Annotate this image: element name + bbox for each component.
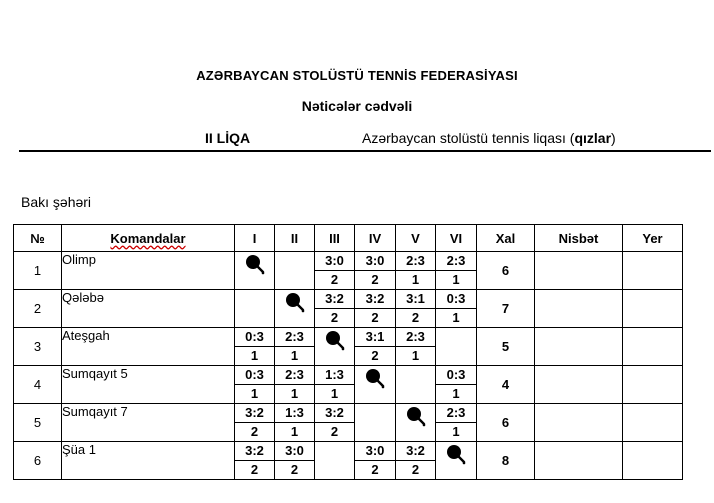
nisbet-cell: [535, 328, 623, 366]
team-name: Olimp: [62, 252, 235, 290]
match-points: 2: [371, 272, 379, 287]
match-score: 1:3: [275, 404, 314, 423]
match-result-cell: [436, 404, 477, 442]
team-name: Ateşgah: [62, 328, 235, 366]
row-number: 1: [14, 252, 62, 290]
federation-title: AZƏRBAYCAN STOLÜSTÜ TENNİS FEDERASİYASI: [196, 68, 518, 83]
self-match-cell: [275, 290, 315, 328]
match-score: 0:3: [235, 328, 274, 347]
page-subtitle: Nəticələr cədvəli: [301, 98, 413, 114]
match-points: 2: [250, 424, 259, 439]
col-yer-header: Yer: [623, 225, 683, 252]
col-iv-header: IV: [355, 225, 396, 252]
match-score: 2:3: [396, 252, 435, 271]
city-label: Bakı şəhəri: [21, 194, 92, 210]
table-row: [14, 442, 683, 480]
nisbet-cell: [535, 290, 623, 328]
col-v-header: V: [396, 225, 436, 252]
header-divider: [19, 150, 711, 152]
match-points: 1: [411, 272, 420, 287]
total-points: 5: [477, 328, 535, 366]
match-score: 2:3: [436, 252, 476, 271]
match-score: 2:3: [275, 366, 314, 385]
teams-header-label: Komandalar: [110, 230, 186, 246]
nisbet-cell: [535, 442, 623, 480]
table-row: [14, 328, 683, 366]
empty-result-cell: [275, 252, 315, 290]
match-result-cell: [396, 442, 436, 480]
match-score: 0:3: [436, 366, 476, 385]
match-score: 3:2: [235, 404, 274, 423]
match-score: 3:2: [235, 442, 274, 461]
total-points: 6: [477, 252, 535, 290]
match-result-cell: [235, 442, 275, 480]
league-name: II LİQA: [205, 130, 251, 146]
match-score: 0:3: [436, 290, 476, 309]
col-ii-header: II: [275, 225, 315, 252]
match-score: 2:3: [396, 328, 435, 347]
self-match-cell: [396, 404, 436, 442]
col-xal-header: Xal: [477, 225, 535, 252]
match-points: 2: [371, 310, 379, 325]
match-result-cell: [315, 404, 355, 442]
col-nisbet-header: Nisbət: [535, 225, 623, 252]
total-points: 7: [477, 290, 535, 328]
match-result-cell: [355, 328, 396, 366]
match-result-cell: [235, 366, 275, 404]
yer-cell: [623, 290, 683, 328]
empty-result-cell: [436, 328, 477, 366]
match-points: 2: [330, 272, 339, 287]
match-points: 1: [330, 386, 339, 401]
col-i-header: I: [235, 225, 275, 252]
match-result-cell: [235, 404, 275, 442]
match-points: 1: [250, 386, 259, 401]
nisbet-cell: [535, 366, 623, 404]
match-points: 1: [452, 386, 460, 401]
match-result-cell: [396, 290, 436, 328]
nisbet-cell: [535, 252, 623, 290]
self-match-cell: [315, 328, 355, 366]
match-score: 3:2: [315, 290, 354, 309]
match-score: 3:0: [275, 442, 314, 461]
league-description: Azərbaycan stolüstü tennis liqası (qızlar): [362, 130, 616, 146]
empty-result-cell: [355, 404, 396, 442]
row-number: 3: [14, 328, 62, 366]
match-score: 3:1: [355, 328, 395, 347]
match-points: 1: [290, 386, 299, 401]
yer-cell: [623, 442, 683, 480]
table-row: [14, 252, 683, 290]
match-result-cell: [315, 366, 355, 404]
empty-result-cell: [396, 366, 436, 404]
row-number: 6: [14, 442, 62, 480]
match-result-cell: [275, 404, 315, 442]
match-score: 3:0: [355, 252, 395, 271]
header-row: [14, 225, 683, 252]
total-points: 6: [477, 404, 535, 442]
total-points: 4: [477, 366, 535, 404]
match-score: 3:2: [315, 404, 354, 423]
match-result-cell: [436, 366, 477, 404]
yer-cell: [623, 328, 683, 366]
empty-result-cell: [235, 290, 275, 328]
row-number: 2: [14, 290, 62, 328]
yer-cell: [623, 366, 683, 404]
match-result-cell: [436, 252, 477, 290]
match-result-cell: [275, 442, 315, 480]
self-match-cell: [436, 442, 477, 480]
col-vi-header: VI: [436, 225, 477, 252]
team-name: Şüa 1: [62, 442, 235, 480]
match-points: 1: [452, 310, 460, 325]
match-result-cell: [436, 290, 477, 328]
match-points: 1: [290, 424, 299, 439]
match-score: 1:3: [315, 366, 354, 385]
nisbet-cell: [535, 404, 623, 442]
match-result-cell: [275, 328, 315, 366]
match-result-cell: [235, 328, 275, 366]
match-result-cell: [355, 252, 396, 290]
col-iii-header: III: [315, 225, 355, 252]
team-name: Sumqayıt 7: [62, 404, 235, 442]
match-points: 1: [411, 348, 420, 363]
match-result-cell: [396, 252, 436, 290]
match-result-cell: [275, 366, 315, 404]
row-number: 4: [14, 366, 62, 404]
match-result-cell: [355, 290, 396, 328]
match-points: 2: [250, 462, 259, 477]
match-score: 3:1: [396, 290, 435, 309]
match-points: 2: [330, 310, 339, 325]
match-result-cell: [355, 442, 396, 480]
team-name: Qələbə: [62, 290, 235, 328]
self-match-cell: [355, 366, 396, 404]
match-score: 2:3: [275, 328, 314, 347]
match-result-cell: [315, 252, 355, 290]
results-table: [13, 224, 683, 480]
match-points: 2: [411, 310, 420, 325]
self-match-cell: [235, 252, 275, 290]
match-score: 3:2: [396, 442, 435, 461]
match-points: 1: [452, 424, 460, 439]
table-row: [14, 290, 683, 328]
match-points: 1: [452, 272, 460, 287]
match-score: 2:3: [436, 404, 476, 423]
match-score: 3:0: [355, 442, 395, 461]
match-points: 1: [250, 348, 259, 363]
match-points: 2: [290, 462, 299, 477]
match-points: 2: [330, 424, 339, 439]
match-points: 2: [411, 462, 420, 477]
yer-cell: [623, 252, 683, 290]
match-score: 3:2: [355, 290, 395, 309]
match-points: 1: [290, 348, 299, 363]
match-result-cell: [315, 290, 355, 328]
match-score: 3:0: [315, 252, 354, 271]
match-points: 2: [371, 462, 379, 477]
total-points: 8: [477, 442, 535, 480]
table-row: [14, 366, 683, 404]
match-result-cell: [396, 328, 436, 366]
match-score: 0:3: [235, 366, 274, 385]
row-number: 5: [14, 404, 62, 442]
team-name: Sumqayıt 5: [62, 366, 235, 404]
match-points: 2: [371, 348, 379, 363]
col-teams-header: [62, 225, 235, 252]
col-number-header: №: [14, 225, 62, 252]
yer-cell: [623, 404, 683, 442]
table-row: [14, 404, 683, 442]
empty-result-cell: [315, 442, 355, 480]
